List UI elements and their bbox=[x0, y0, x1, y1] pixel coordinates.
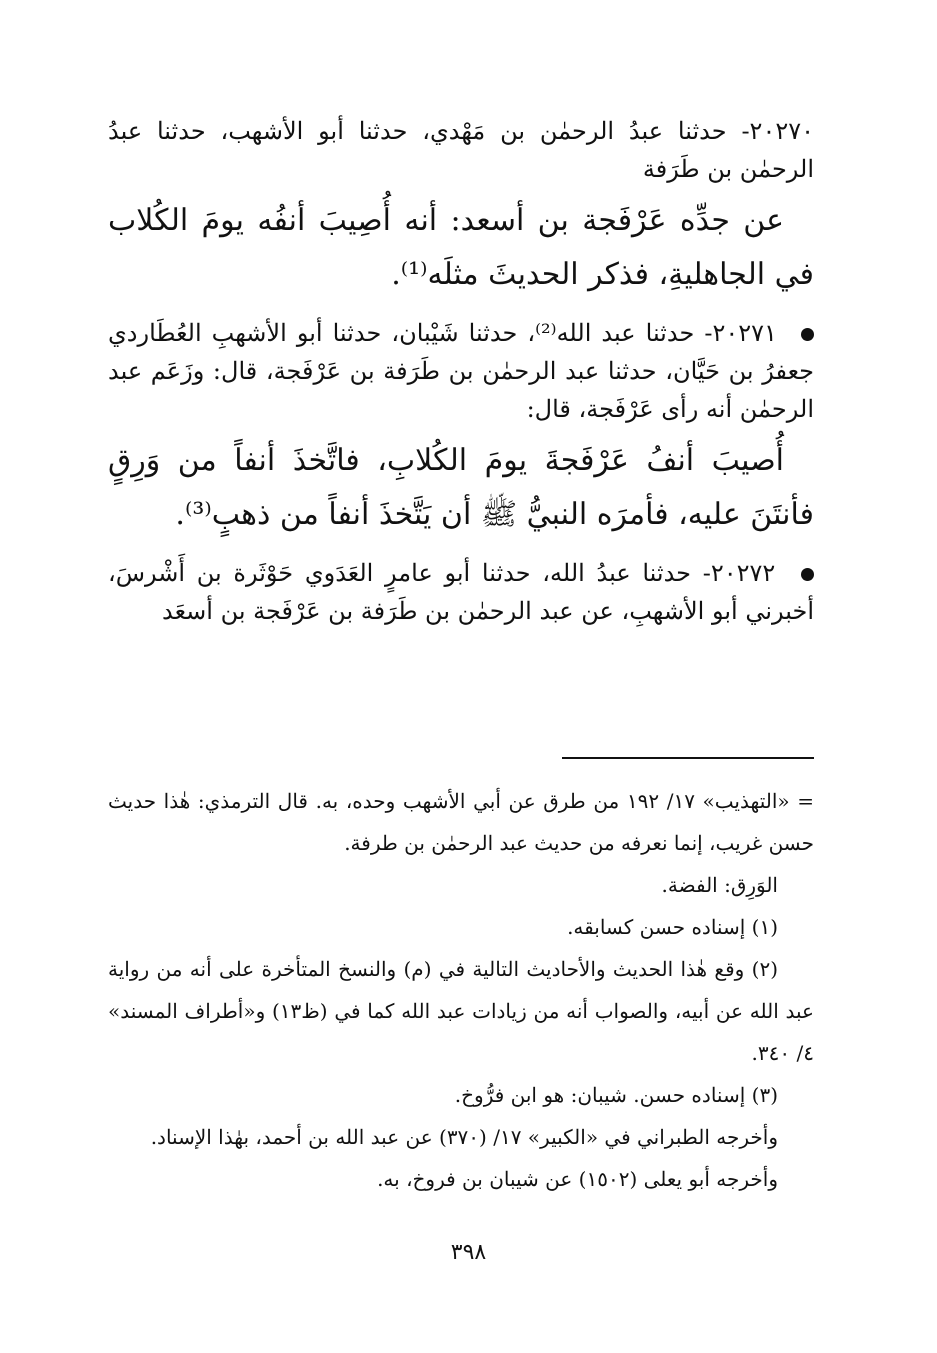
footnote-gloss: الوَرِق: الفضة. bbox=[661, 873, 778, 897]
isnad-text: حدثنا عبدُ الرحمٰن بن مَهْدي، حدثنا أبو الأشهب، حدثنا عبدُ الرحمٰن بن طَرَفة bbox=[108, 117, 814, 183]
footnote-3-abu-yala: وأخرجه أبو يعلى (١٥٠٢) عن شيبان بن فروخ، به. bbox=[377, 1167, 778, 1191]
hadith-isnad bbox=[108, 314, 814, 428]
isnad-text: حدثنا عبد الله⁽²⁾، حدثنا شَيْبان، حدثنا أبو الأشهبِ العُطَاردي جعفرُ بن حَيَّان، حدثنا عبد الرحمٰن بن طَرَفة بن عَرْفَجة، قال: وزَعَم عبد الرحمٰن أنه رأى عَرْفَجة، قال: bbox=[108, 319, 814, 423]
footnote-3-tabarani: وأخرجه الطبراني في «الكبير» ١٧/ (٣٧٠) عن عبد الله بن أحمد، بهٰذا الإسناد. bbox=[150, 1125, 778, 1149]
main-text bbox=[108, 112, 814, 638]
footnotes bbox=[108, 780, 814, 1200]
hadith-20272 bbox=[108, 554, 814, 630]
hadith-matn: أُصيبَ أنفُ عَرْفَجةَ يومَ الكُلابِ، فاتَّخذَ أنفاً من وَرِقٍ فأنتَنَ عليه، فأمرَه النبيُّ ﷺ أن يَتَّخذَ أنفاً من ذهبٍ⁽³⁾. bbox=[108, 443, 814, 532]
footnote-3: (٣) إسناده حسن. شيبان: هو ابن فرُّوخ. bbox=[454, 1083, 778, 1107]
hadith-20271 bbox=[108, 314, 814, 542]
bullet-icon bbox=[801, 568, 814, 581]
hadith-isnad bbox=[108, 112, 814, 188]
footnote-1: (١) إسناده حسن كسابقه. bbox=[567, 915, 778, 939]
footnote-continuation: = «التهذيب» ١٧/ ١٩٢ من طرق عن أبي الأشهب وحده، به. قال الترمذي: هٰذا حديث حسن غريب، إنما نعرفه من حديث عبد الرحمٰن بن طرفة. bbox=[108, 789, 814, 855]
footnote-separator bbox=[562, 757, 814, 759]
hadith-number: ٢٠٢٧١- bbox=[704, 319, 777, 347]
page-number: ٣٩٨ bbox=[450, 1240, 487, 1265]
hadith-isnad bbox=[108, 554, 814, 630]
footnote-2: (٢) وقع هٰذا الحديث والأحاديث التالية في (م) والنسخ المتأخرة على أنه من رواية عبد الله عن أبيه، والصواب أنه من زيادات عبد الله كما في (ظ١٣) و«أطراف المسند» ٤/ ٣٤٠. bbox=[108, 957, 814, 1065]
bullet-icon bbox=[801, 328, 814, 341]
hadith-number: ٢٠٢٧٠- bbox=[741, 117, 814, 145]
hadith-number: ٢٠٢٧٢- bbox=[702, 559, 776, 587]
hadith-matn: عن جدِّه عَرْفَجة بن أسعد: أنه أُصِيبَ أنفُه يومَ الكُلاب في الجاهليةِ، فذكر الحديثَ مثلَه⁽¹⁾. bbox=[108, 203, 814, 292]
isnad-text: حدثنا عبدُ الله، حدثنا أبو عامرٍ العَدَوي حَوْثَرة بن أَشْرسَ، أخبرني أبو الأشهبِ، عن عبد الرحمٰن بن طَرَفة بن عَرْفَجة بن أسعَد bbox=[108, 559, 814, 625]
hadith-20270 bbox=[108, 112, 814, 302]
